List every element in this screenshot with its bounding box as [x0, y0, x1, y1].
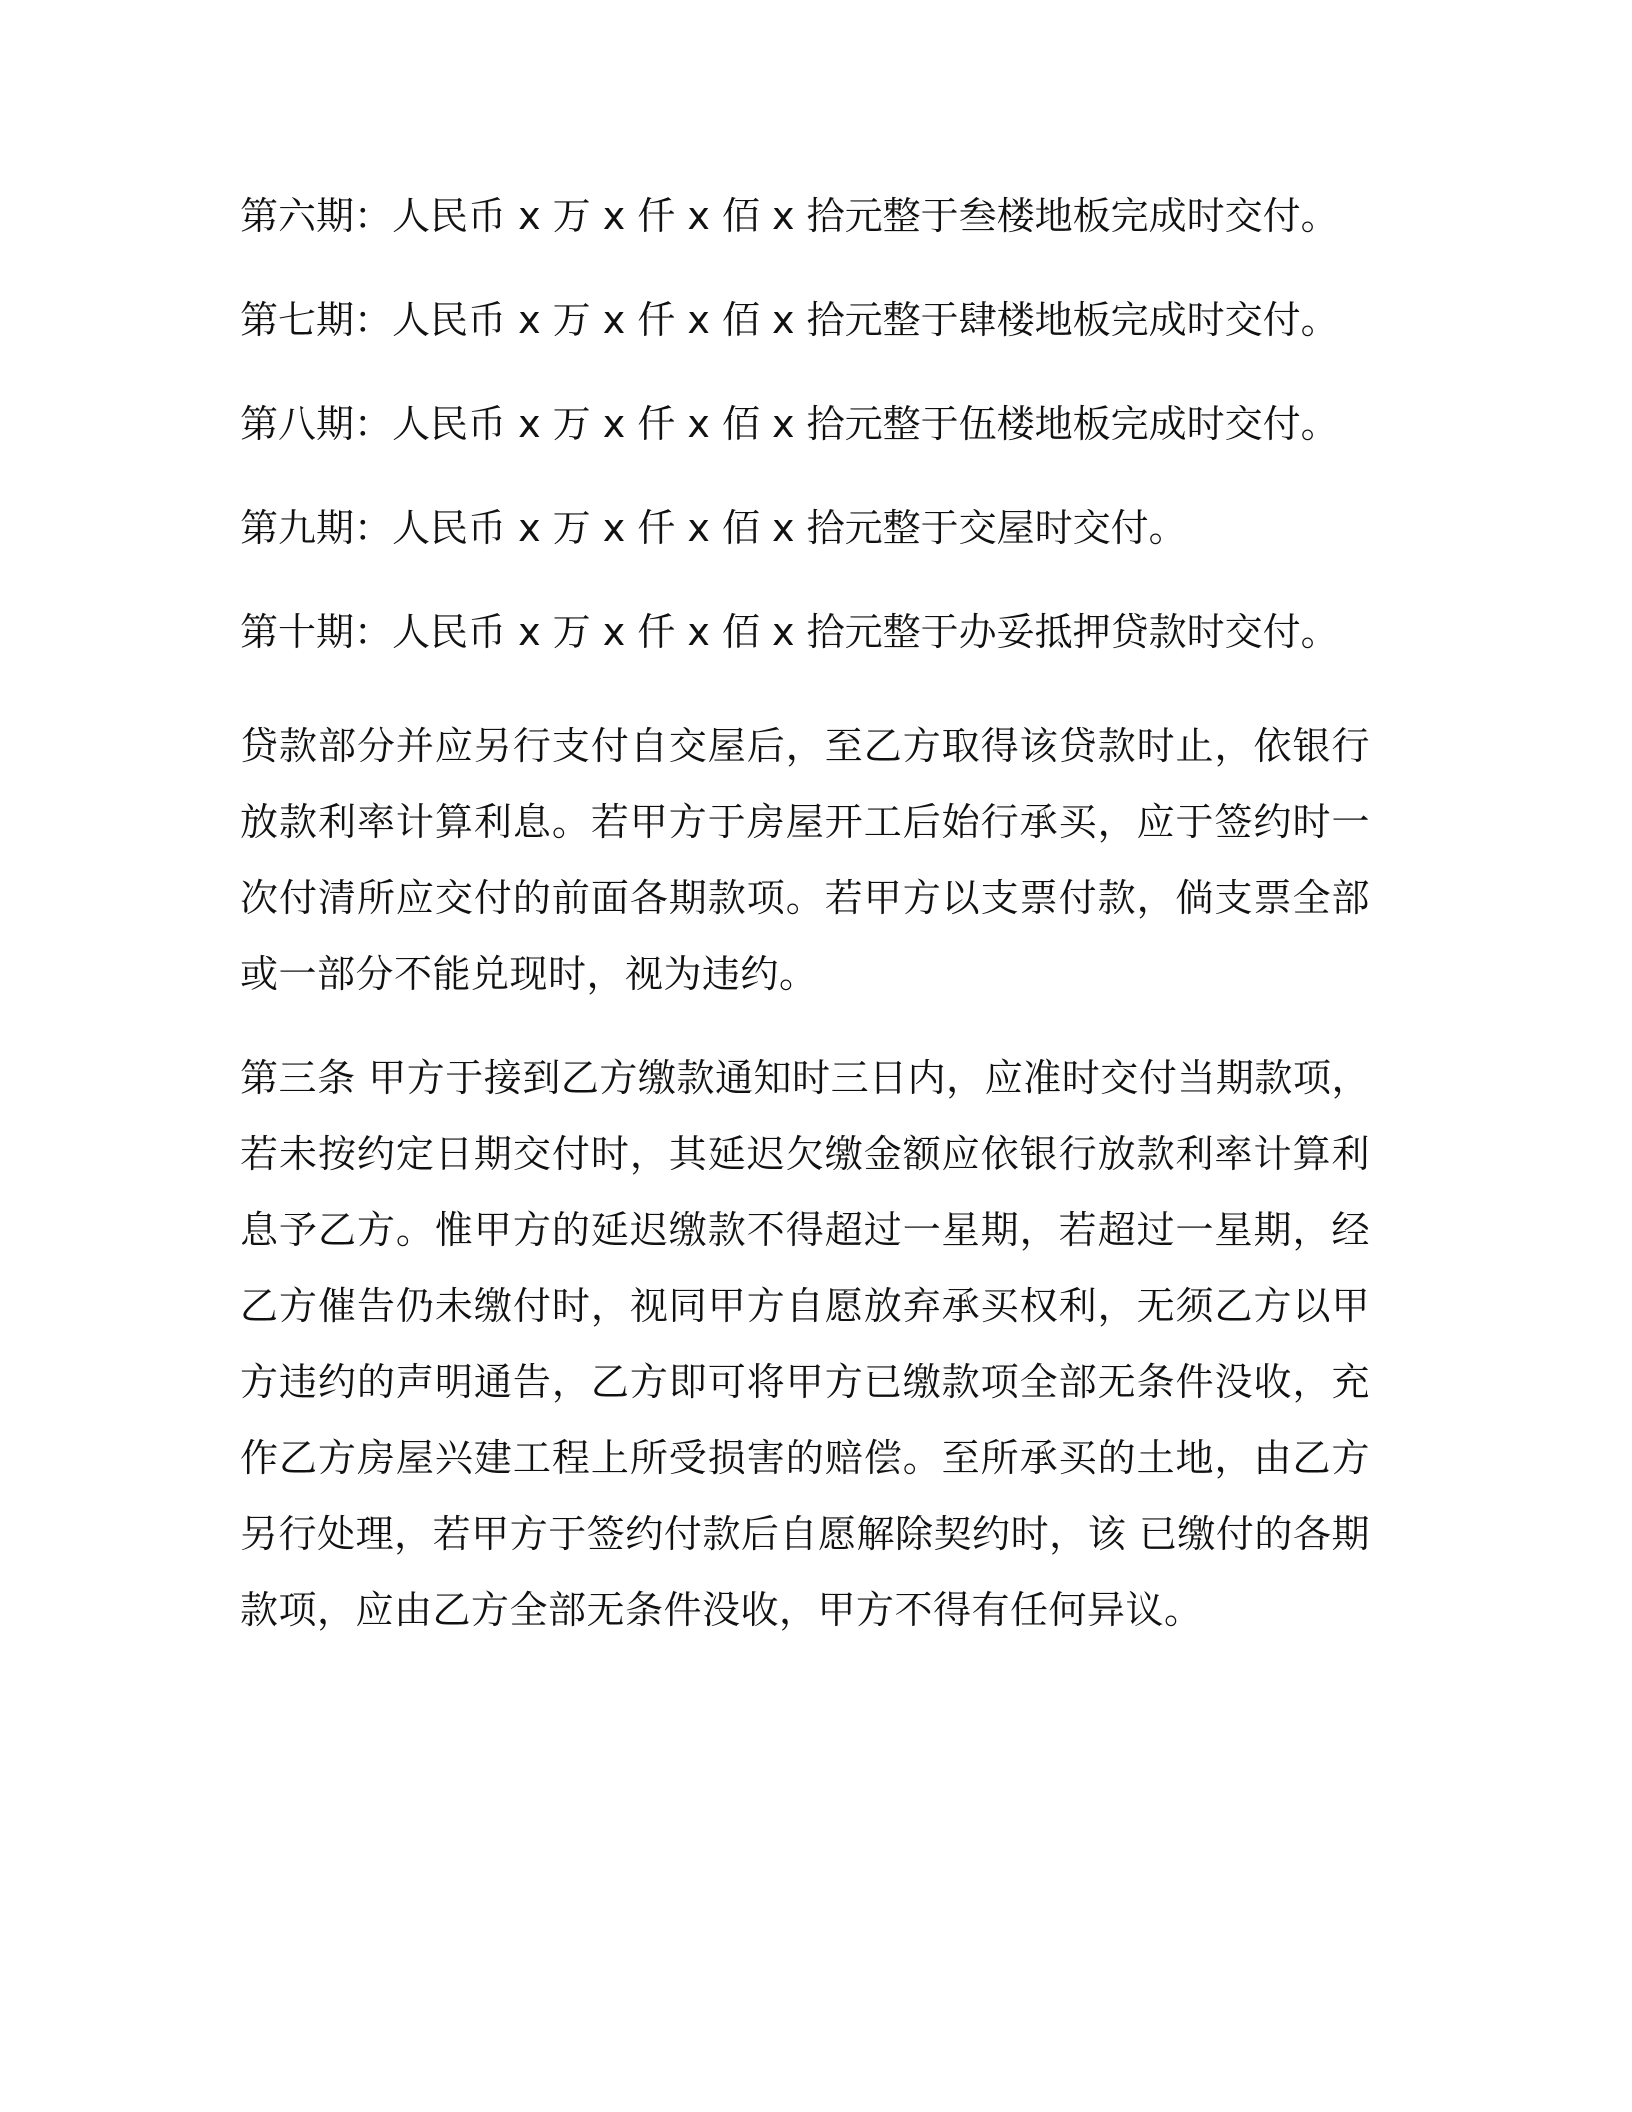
article-3-paragraph: 第三条 甲方于接到乙方缴款通知时三日内，应准时交付当期款项，若未按约定日期交付时，其延迟欠缴金额应依银行放款利率计算利息予乙方。惟甲方的延迟缴款不得超过一星期，若超过一星期，经乙方催告仍未缴付时，视同甲方自愿放弃承买权利，无须乙方以甲方违约的声明通告，乙方即可将甲方已缴款项全部无条件没收，充作乙方房屋兴建工程上所受损害的赔偿。至所承买的土地，由乙方另行处理，若甲方于签约付款后自愿解除契约时，该 已缴付的各期款项，应由乙方全部无条件没收，甲方不得有任何异议。: [240, 1056, 1370, 1632]
loan-interest-paragraph: 贷款部分并应另行支付自交屋后，至乙方取得该贷款时止，依银行放款利率计算利息。若甲方于房屋开工后始行承买，应于签约时一次付清所应交付的前面各期款项。若甲方以支票付款，倘支票全部或一部分不能兑现时，视为违约。: [240, 724, 1370, 996]
installment-9: 第九期：人民币 x 万 x 仟 x 佰 x 拾元整于交屋时交付。: [240, 506, 1187, 550]
installment-7: 第七期：人民币 x 万 x 仟 x 佰 x 拾元整于肆楼地板完成时交付。: [240, 298, 1339, 342]
installment-list: [240, 190, 1370, 658]
document-body: [240, 190, 1370, 1676]
installment-6: 第六期：人民币 x 万 x 仟 x 佰 x 拾元整于叁楼地板完成时交付。: [240, 194, 1339, 238]
installment-10: 第十期：人民币 x 万 x 仟 x 佰 x 拾元整于办妥抵押贷款时交付。: [240, 610, 1339, 654]
installment-8: 第八期：人民币 x 万 x 仟 x 佰 x 拾元整于伍楼地板完成时交付。: [240, 402, 1339, 446]
